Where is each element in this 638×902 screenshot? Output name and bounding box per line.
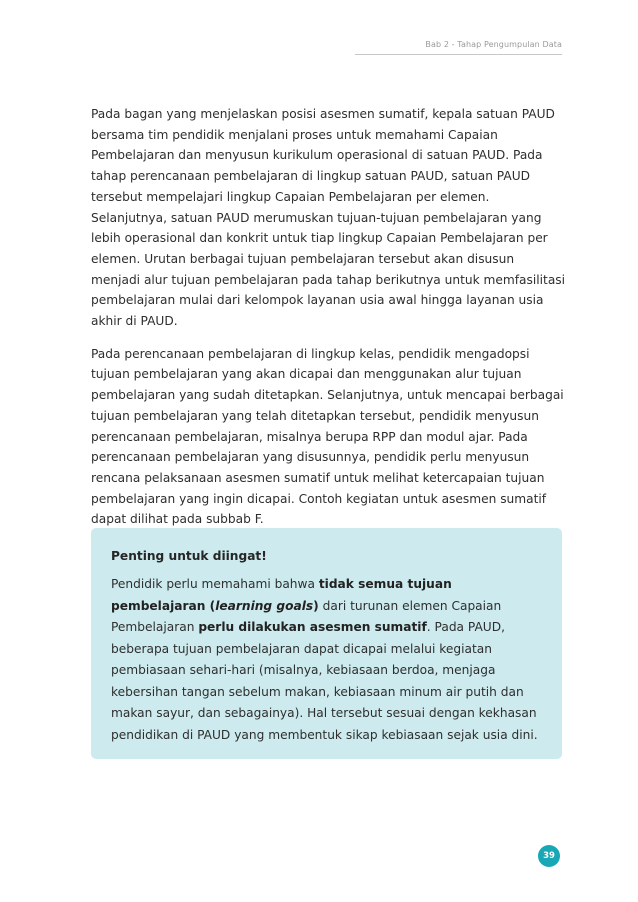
callout-body — [111, 574, 540, 746]
paragraph-1: Pada bagan yang menjelaskan posisi asesmen sumatif, kepala satuan PAUD bersama tim pendidik menjalani proses untuk memahami Capaian Pembelajaran dan menyusun kurikulum operasional di satuan PAUD. Pada tahap perencanaan pembelajaran di lingkup satuan PAUD, satuan PAUD tersebut mempelajari lingkup Capaian Pembelajaran per elemen. Selanjutnya, satuan PAUD merumuskan tujuan-tujuan pembelajaran yang lebih operasional dan konkrit untuk tiap lingkup Capaian Pembelajaran per elemen. Urutan berbagai tujuan pembelajaran tersebut akan disusun menjadi alur tujuan pembelajaran pada tahap berikutnya untuk memfasilitasi pembelajaran mulai dari kelompok layanan usia awal hingga layanan usia akhir di PAUD. — [91, 107, 566, 329]
callout-text-2: dari turunan elemen Capaian Pembelajaran — [111, 598, 502, 634]
body-text — [91, 104, 566, 530]
callout-bold-1: tidak semua tujuan pembelajaran (learning goals) — [111, 577, 452, 613]
callout-text-1: Pendidik perlu memahami bahwa — [111, 577, 319, 591]
callout-italic-term: learning goals — [215, 598, 314, 613]
paragraph-2: Pada perencanaan pembelajaran di lingkup kelas, pendidik mengadopsi tujuan pembelajaran yang akan dicapai dan menggunakan alur tujuan pembelajaran yang sudah ditetapkan. Selanjutnya, untuk mencapai berbagai tujuan pembelajaran yang telah ditetapkan tersebut, pendidik menyusun perencanaan pembelajaran, misalnya berupa RPP dan modul ajar. Pada perencanaan pembelajaran yang disusunnya, pendidik perlu menyusun rencana pelaksanaan asesmen sumatif untuk melihat ketercapaian tujuan pembelajaran yang ingin dicapai. Contoh kegiatan untuk asesmen sumatif dapat dilihat pada subbab F. — [91, 346, 564, 527]
page-number-badge: 39 — [538, 845, 560, 867]
running-header: Bab 2 - Tahap Pengumpulan Data — [425, 40, 562, 49]
callout-bold-2: perlu dilakukan asesmen sumatif — [198, 620, 427, 634]
callout-text-3: . Pada PAUD, beberapa tujuan pembelajaran dapat dicapai melalui kegiatan pembiasaan sehari-hari (misalnya, kebiasaan berdoa, menjaga kebersihan tangan sebelum makan, kebiasaan minum air putih dan makan sayur, dan sebagainya). Hal tersebut sesuai dengan kekhasan pendidikan di PAUD yang membentuk sikap kebiasaan sejak usia dini. — [111, 620, 538, 742]
header-divider — [355, 54, 562, 55]
reminder-callout-box — [91, 528, 562, 759]
callout-title: Penting untuk diingat! — [111, 549, 267, 563]
